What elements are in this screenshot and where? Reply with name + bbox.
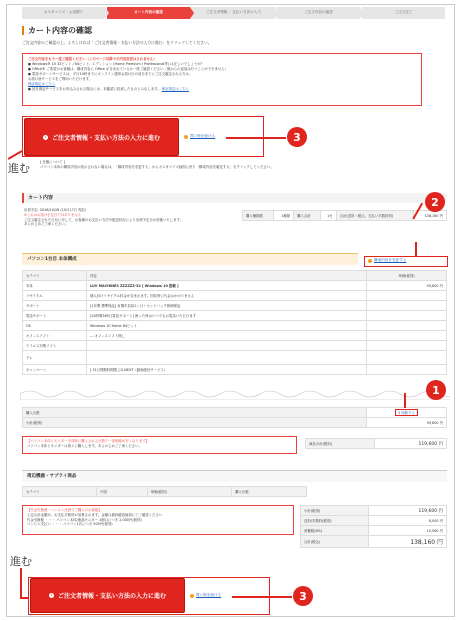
notice-line: ● Windows® 10 32ビット / 64ビット、エディション (Home Premium / Professional等) は正しいでしょうか？ — [28, 62, 205, 66]
summary-label: 合計(送料・税込、支払い手数料別) — [336, 211, 414, 221]
arrow-dot-icon — [368, 259, 372, 263]
body-subtotal: 商品小計(税別) 119,600 円 — [305, 438, 447, 449]
periph-section-title: 周辺機器・サプライ商品 — [22, 470, 447, 482]
step-estimate: カスタマイズ・お見積り — [22, 7, 105, 19]
change-config-link[interactable]: 構成内容を変更する — [368, 258, 406, 263]
annotation-line — [20, 568, 22, 598]
config-table — [22, 270, 447, 375]
step-complete: ご注文完了 — [362, 7, 445, 19]
step-order-confirm: ご注文内容の確認 — [277, 7, 360, 19]
annotation-badge-3-bottom: 3 — [293, 586, 313, 606]
totals-table: 小計(税別) 119,600 円 送料/手数料(税別) 8,000 円 消費税(8%) 10,560 円 合計(税込) 138,160 円 — [300, 505, 447, 548]
continue-shopping-link-bottom[interactable]: 買い物を続ける — [190, 593, 221, 598]
col-header: 購入台数 — [232, 487, 307, 497]
annotation-line — [226, 137, 286, 139]
col-header: カテゴリ — [23, 271, 87, 281]
periph-table — [22, 486, 307, 497]
annotation-badge-3: 3 — [287, 127, 307, 147]
annotation-line — [404, 393, 406, 408]
col-header: 単価(税別) — [147, 487, 232, 497]
col-header: 内容 — [87, 271, 367, 281]
summary-label: 購入合計 — [294, 211, 320, 221]
table-row: リサイクル 個人向けリサイクル料金が含まれます。回収時に代金はかかりません — [23, 291, 447, 301]
table-row: サポート [1年間 標準保証] 有償年負担1ヶ月＋センドバック修理保証 — [23, 301, 447, 311]
step-cart-confirm: カート内容の確認 — [107, 7, 190, 19]
table-row: 電話サポート [24時間365日電話サポート] 困った時はいつでもお電話いただけます — [23, 311, 447, 321]
subtotal-label: 小計(税別) — [23, 418, 367, 428]
annotation-susumu-top: 進む — [8, 162, 30, 175]
table-row: キャンペーン [ 31日間無料期限 ] G-NEXT（動画配信サービス） — [23, 365, 447, 375]
warranty-link[interactable]: 保証規定はこちら — [28, 82, 56, 86]
checkout-steps — [22, 7, 447, 19]
col-header: 内容 — [97, 487, 147, 497]
table-row: OS Windows 10 Home 64ビット — [23, 321, 447, 331]
col-header: 単価(税別) — [367, 271, 447, 281]
page-title: カート内容の確認 — [22, 26, 92, 35]
subtotal-value: 59,800 円 — [367, 418, 447, 428]
truncation-wave — [20, 388, 450, 400]
notice-line: お届け前サービスをご利用いただけます。 — [28, 77, 93, 81]
warranty-link-2[interactable]: 保証規定はこちら — [161, 87, 189, 91]
notice-line: ● 延長保証サービスをお申込みされる場合には、本確認に同意したものとみなします。 — [28, 87, 161, 91]
proceed-button-bottom[interactable]: ご注文者情報・支払い方法の入力に進む — [30, 578, 185, 613]
table-row: オフィスソフト --- オフィスソフト無し — [23, 331, 447, 341]
annotation-susumu-bottom: 進む — [10, 555, 32, 568]
arrow-circle-icon — [49, 593, 54, 598]
annotation-line — [415, 242, 417, 257]
config-change-note: [ 仕様について ] パソコン本体の構成内容が表示されない場合は、「構成内容を変更する」からカスタマイズ画面に戻り「構成内容を確定する」をクリックしてください。 — [40, 160, 274, 169]
cart-section-title: カート内容 — [22, 193, 447, 203]
table-row: ウイルス対策ソフト — [23, 341, 447, 351]
table-row: 本体 LUV MACHINES ZZZZZZ-32 [ Windows 10 搭載 ] 59,800 円 — [23, 281, 447, 291]
qty-table — [22, 407, 447, 428]
payment-note: 【代金引換便・コンビニ決済でご購入のお客様】 上記合計金額が、お支払手数料が加算されます。金額は最終確認画面にてご確認ください 代金引換便 ・・・ パソコン本体/液晶モニター 1個口につき 2,000円(税別) コンビニ支払い ・・・ パソコン1台につき 500円(税別) — [22, 505, 294, 535]
table-row: プレ — [23, 351, 447, 365]
monitor-note: 【パソコン本体とモニターを同時に購入される台数で一部価格が安くなります】 パソコン本体とモニターは別々に購入します。あらかじめご了承ください。 — [22, 436, 297, 454]
continue-shopping-link-top[interactable]: 買い物を続ける — [184, 134, 215, 139]
notice-heading: ご注文内容をもう一度ご確認ください（このページ以降での内容変更はされません） — [28, 57, 157, 61]
annotation-line — [232, 596, 292, 598]
lead-text: ご注文内容のご確認の上、よろしければ「ご注文者情報・支払い方法の入力に進む」をクリックしてください。 — [22, 40, 212, 45]
col-header: カテゴリ — [23, 487, 97, 497]
step-customer-info: ご注文者情報・ 支払い方法の入力 — [192, 7, 275, 19]
arrow-dot-icon — [184, 135, 188, 139]
summary-value: 1台 — [320, 211, 336, 221]
summary-value: 138,160 円 — [414, 211, 447, 221]
arrow-circle-icon — [43, 135, 48, 140]
annotation-line — [20, 597, 28, 599]
annotation-badge-2: 2 — [425, 192, 445, 212]
notice-line: ● 電話サポートサービスは、平日10時までにオンライン通常お届け日の前日までにご注文確定される方は、 — [28, 72, 193, 76]
proceed-button-top[interactable]: ご注文者情報・支払い方法の入力に進む — [24, 118, 179, 156]
summary-value: 1種類 — [273, 211, 293, 221]
arrow-dot-icon — [190, 594, 194, 598]
pc-section-title: パソコン1台目 本体構成 — [22, 253, 358, 265]
qty-value[interactable]: 1 — [398, 411, 401, 415]
delete-link[interactable]: 削除する — [401, 411, 415, 415]
order-notice-box — [22, 53, 422, 106]
summary-label: 購入種類数 — [243, 211, 274, 221]
shipping-info: 出荷予定: 2016/10/28 (10月17日 現在) ※これはお届け予定日ではありません ご注文確定された日付に対して、お客様のお支払い方法や配送状況により出荷予定日が前後いたします。 あらかじめご了承ください。 — [24, 208, 184, 227]
annotation-badge-1: 1 — [426, 380, 446, 400]
qty-label: 購入台数 — [23, 408, 367, 418]
notice-line: ● Office® ご希望のお客様は、構成内容に Office が含まれているか一度ご確認ください（後からの追加は行うことができません） — [28, 67, 228, 71]
